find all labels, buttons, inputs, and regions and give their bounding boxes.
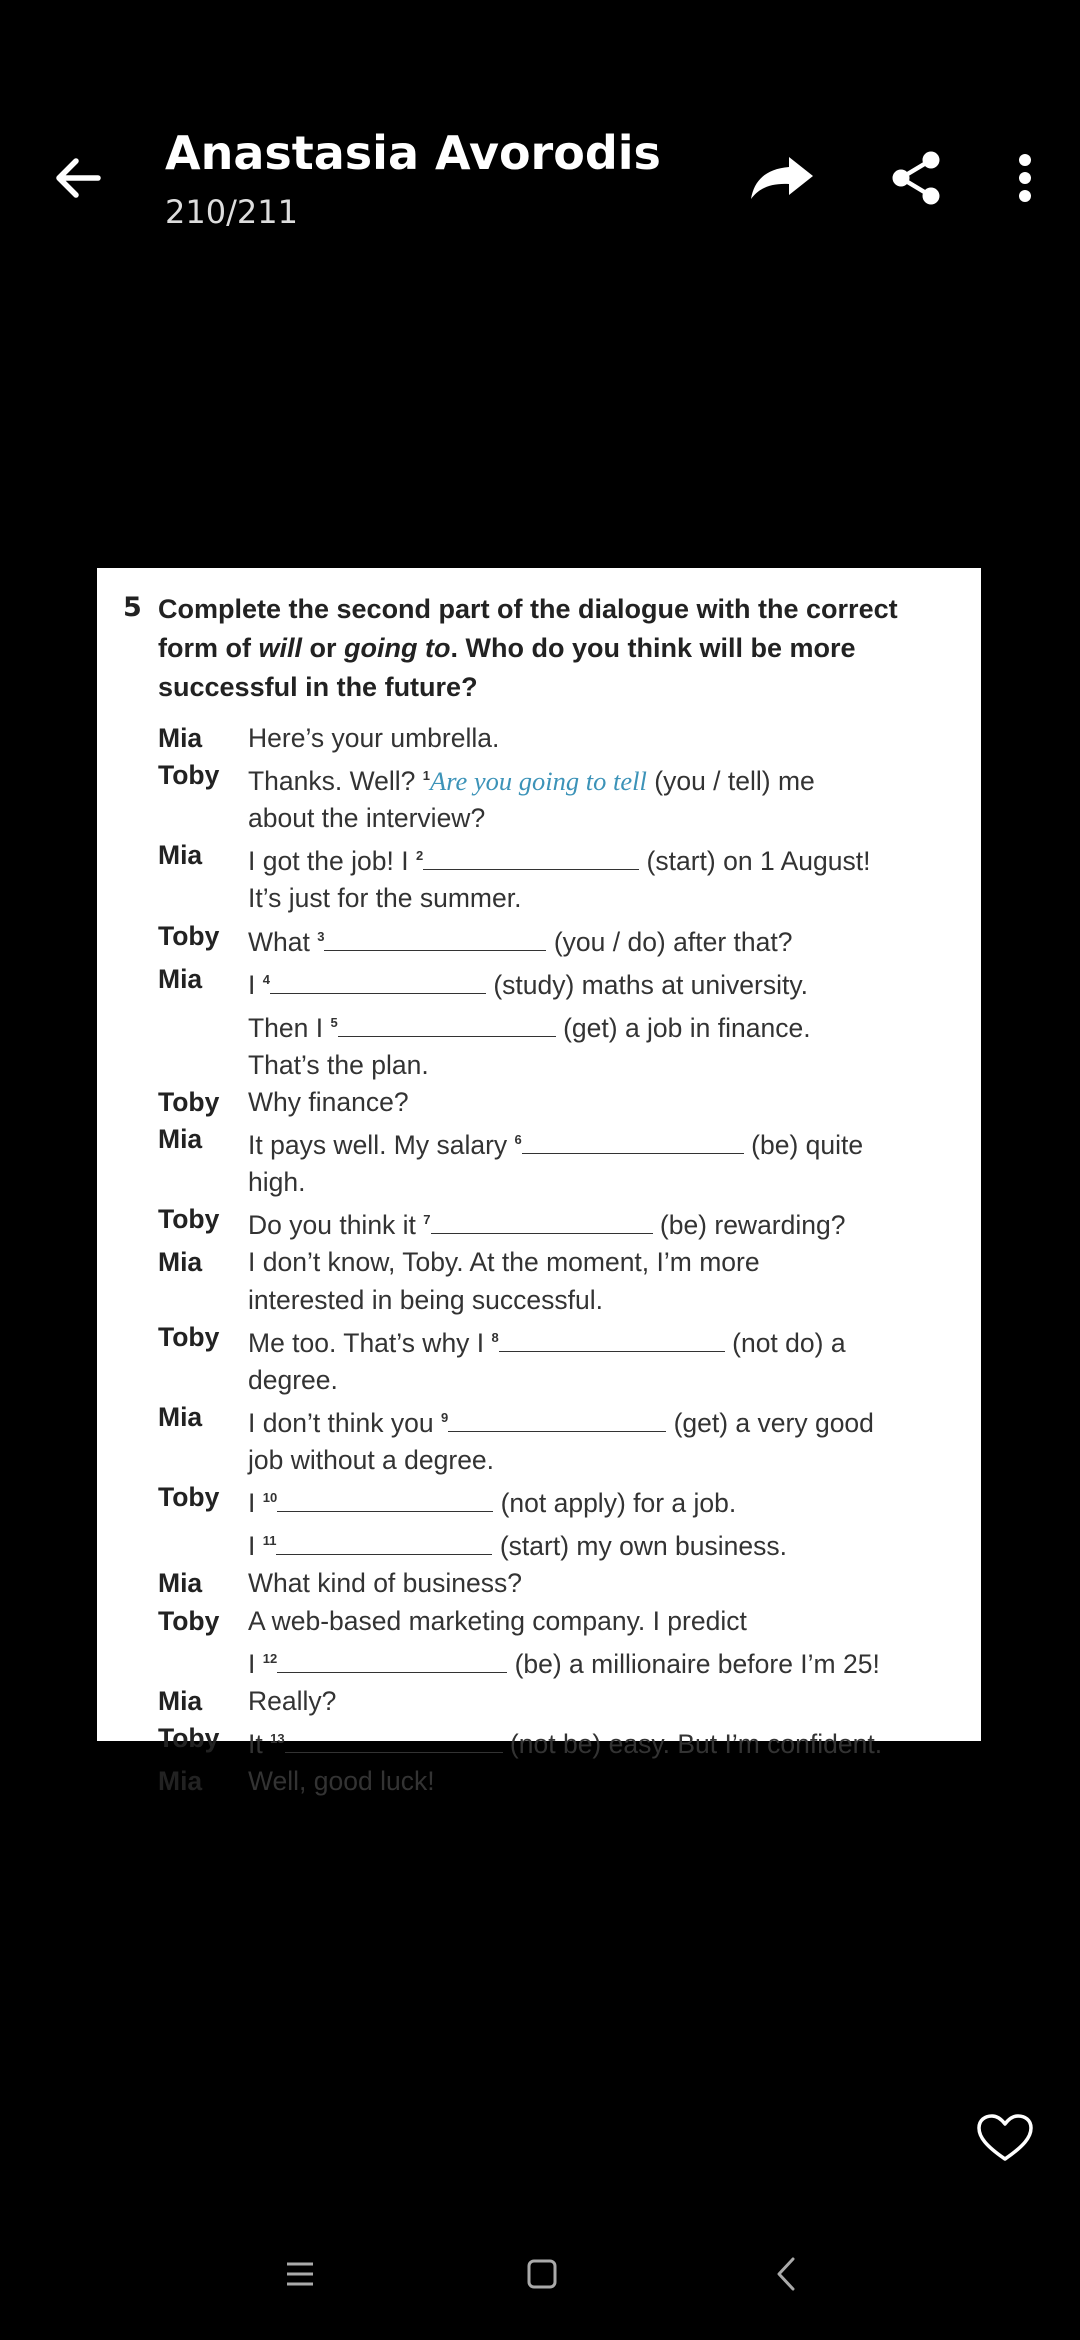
line-text-after-gap: (study) maths at university.	[485, 969, 808, 1000]
answer-blank	[277, 1650, 507, 1673]
forward-arrow-icon	[749, 154, 815, 202]
speaker-name: Toby	[158, 920, 220, 951]
line-text-before-gap: Me too. That’s why I	[248, 1327, 492, 1358]
line-text	[248, 1201, 968, 1244]
gap-number: 10	[262, 1490, 278, 1506]
speaker-name	[158, 1164, 248, 1201]
dialogue-line	[158, 1640, 968, 1683]
line-text-before-gap: I	[248, 1648, 263, 1679]
line-text	[248, 757, 968, 800]
gap-number: 3	[317, 928, 325, 944]
dialogue-line	[158, 1565, 968, 1602]
image-counter: 210/211	[165, 193, 298, 231]
line-text-after-gap: (you / do) after that?	[546, 926, 793, 957]
line-text-after-gap: (not do) a	[724, 1327, 846, 1358]
line-text: Really?	[248, 1685, 337, 1716]
instruction-going-to: going to	[344, 633, 451, 663]
more-vertical-icon	[1017, 153, 1033, 203]
line-text	[248, 961, 968, 1004]
answer-blank	[423, 847, 639, 870]
line-text-before-gap: I	[248, 1531, 263, 1562]
recent-apps-button[interactable]	[280, 2254, 320, 2294]
speaker-name: Mia	[158, 963, 203, 994]
gap-number: 5	[330, 1014, 338, 1030]
heart-outline-icon	[976, 2113, 1034, 2163]
gap-number: 1	[422, 768, 431, 784]
line-text: interested in being successful.	[248, 1284, 604, 1315]
dialogue-line	[158, 1683, 968, 1720]
dialogue-line	[158, 1479, 968, 1522]
speaker-name	[158, 880, 248, 917]
dialogue-line	[158, 880, 968, 917]
more-options-button[interactable]	[1000, 140, 1050, 216]
dialogue-line	[158, 1603, 968, 1640]
line-text	[248, 1720, 968, 1763]
dialogue-line	[158, 1164, 968, 1201]
share-button[interactable]	[878, 140, 954, 216]
speaker-name: Toby	[158, 1605, 220, 1636]
line-text	[248, 1319, 968, 1362]
answer-blank	[324, 928, 546, 951]
gap-number: 11	[262, 1533, 277, 1549]
gap-number: 2	[415, 848, 424, 864]
line-text: Well, good luck!	[248, 1766, 435, 1797]
viewer-top-bar	[0, 0, 1080, 260]
speaker-name	[158, 1522, 248, 1565]
dialogue-line	[158, 800, 968, 837]
speaker-name: Toby	[158, 1723, 220, 1754]
speaker-name	[158, 1442, 248, 1479]
line-text-before-gap: I got the job! I	[248, 846, 416, 877]
dialogue-line	[158, 1084, 968, 1121]
forward-button[interactable]	[740, 140, 824, 216]
example-answer: Are you going to tell	[430, 766, 647, 797]
dialogue-line	[158, 1522, 968, 1565]
answer-blank	[276, 1532, 492, 1555]
line-text: It’s just for the summer.	[248, 883, 522, 914]
chevron-left-icon	[774, 2256, 798, 2292]
exercise-instruction	[158, 590, 948, 707]
workbook-page-image[interactable]	[97, 568, 981, 1797]
line-text	[248, 918, 968, 961]
gap-number: 6	[514, 1132, 522, 1148]
line-text: degree.	[248, 1364, 338, 1395]
dialogue-line	[158, 720, 968, 757]
dialogue-line	[158, 961, 968, 1004]
exercise-number: 5	[123, 592, 142, 623]
line-text-after-gap: (start) my own business.	[492, 1531, 788, 1562]
dialogue-line	[158, 757, 968, 800]
line-text-before-gap: I	[248, 969, 263, 1000]
speaker-name: Toby	[158, 1204, 220, 1235]
answer-blank	[338, 1014, 556, 1037]
line-text: What kind of business?	[248, 1568, 522, 1599]
dialogue	[158, 720, 968, 1800]
line-text: about the interview?	[248, 803, 486, 834]
line-text-before-gap: Thanks. Well?	[248, 766, 423, 797]
speaker-name	[158, 1362, 248, 1399]
line-text-before-gap: Do you think it	[248, 1210, 424, 1241]
speaker-name	[158, 1282, 248, 1319]
line-text: high.	[248, 1167, 306, 1198]
gap-number: 12	[262, 1650, 278, 1666]
line-text-before-gap: What	[248, 926, 318, 957]
dialogue-line	[158, 1720, 968, 1763]
speaker-name: Mia	[158, 723, 203, 753]
line-text: job without a degree.	[248, 1445, 495, 1476]
answer-blank	[285, 1730, 503, 1753]
instruction-will: will	[258, 633, 303, 663]
dialogue-line	[158, 1004, 968, 1047]
line-text-before-gap: It pays well. My salary	[248, 1130, 515, 1160]
speaker-name: Mia	[158, 1766, 203, 1797]
line-text-before-gap: I	[248, 1488, 263, 1519]
line-text-after-gap: (be) a millionaire before I’m 25!	[507, 1648, 880, 1679]
line-text-after-gap: (get) a very good	[666, 1407, 874, 1438]
speaker-name: Mia	[158, 1568, 203, 1599]
line-text	[248, 1522, 968, 1565]
arrow-left-icon	[52, 152, 104, 204]
line-text-after-gap: (be) rewarding?	[652, 1210, 846, 1241]
instruction-or: or	[302, 633, 345, 663]
line-text	[248, 1004, 968, 1047]
answer-blank	[431, 1211, 653, 1234]
dialogue-line	[158, 1047, 968, 1084]
line-text: I don’t know, Toby. At the moment, I’m more	[248, 1247, 760, 1278]
dialogue-line	[158, 1362, 968, 1399]
line-text-after-gap: (not apply) for a job.	[493, 1488, 737, 1519]
dialogue-line	[158, 1319, 968, 1362]
gap-number: 8	[491, 1329, 499, 1345]
speaker-name	[158, 1047, 248, 1084]
speaker-name	[158, 1640, 248, 1683]
dialogue-line	[158, 1399, 968, 1442]
answer-blank	[522, 1131, 744, 1154]
answer-blank	[499, 1329, 725, 1352]
sender-name: Anastasia Avorodis	[165, 126, 661, 180]
line-text	[248, 837, 968, 880]
line-text-after-gap: (you / tell) me	[646, 766, 815, 797]
speaker-name: Toby	[158, 1086, 220, 1117]
line-text-after-gap: (get) a job in finance.	[555, 1012, 811, 1043]
instruction-text: Complete the second part of the dialogue with the correct form of	[158, 594, 898, 663]
like-button[interactable]	[974, 2110, 1036, 2166]
dialogue-line	[158, 1282, 968, 1319]
line-text	[248, 1121, 968, 1164]
gap-number: 13	[270, 1731, 285, 1747]
speaker-name: Mia	[158, 1685, 203, 1716]
line-text-before-gap: It	[248, 1728, 271, 1759]
dialogue-line	[158, 918, 968, 961]
gap-number: 4	[262, 971, 270, 987]
dialogue-line	[158, 837, 968, 880]
line-text: That’s the plan.	[248, 1049, 429, 1080]
line-text	[248, 1479, 968, 1522]
speaker-name: Mia	[158, 1247, 203, 1278]
answer-blank	[270, 971, 486, 994]
answer-blank	[448, 1409, 666, 1432]
speaker-name	[158, 1004, 248, 1047]
instruction-text-end: . Who do you think will be more successful in the future?	[158, 633, 856, 702]
dialogue-line	[158, 1244, 968, 1281]
line-text-after-gap: (be) quite	[743, 1130, 864, 1160]
home-button[interactable]	[522, 2254, 562, 2294]
line-text	[248, 1640, 968, 1683]
speaker-name: Toby	[158, 1482, 220, 1513]
gap-number: 7	[423, 1212, 431, 1228]
gap-number: 9	[440, 1410, 449, 1426]
line-text	[248, 1399, 968, 1442]
line-text-after-gap: (not be) easy. But I’m confident.	[502, 1728, 883, 1759]
dialogue-line	[158, 1201, 968, 1244]
system-back-button[interactable]	[766, 2252, 806, 2296]
dialogue-line	[158, 1763, 968, 1800]
share-icon	[889, 149, 943, 207]
line-text-before-gap: I don’t think you	[248, 1407, 441, 1438]
line-text-before-gap: Then I	[248, 1012, 331, 1043]
speaker-name	[158, 800, 248, 837]
speaker-name: Toby	[158, 760, 220, 791]
dialogue-line	[158, 1121, 968, 1164]
line-text: Here’s your umbrella.	[248, 723, 500, 753]
line-text: Why finance?	[248, 1086, 409, 1117]
speaker-name: Mia	[158, 840, 203, 871]
square-home-icon	[527, 2259, 557, 2289]
back-button[interactable]	[40, 140, 116, 216]
speaker-name: Toby	[158, 1321, 220, 1352]
answer-blank	[277, 1489, 493, 1512]
line-text-after-gap: (start) on 1 August!	[639, 846, 871, 877]
speaker-name: Mia	[158, 1402, 203, 1433]
speaker-name: Mia	[158, 1124, 203, 1155]
menu-lines-icon	[285, 2261, 315, 2287]
line-text: A web-based marketing company. I predict	[248, 1605, 747, 1636]
dialogue-line	[158, 1442, 968, 1479]
